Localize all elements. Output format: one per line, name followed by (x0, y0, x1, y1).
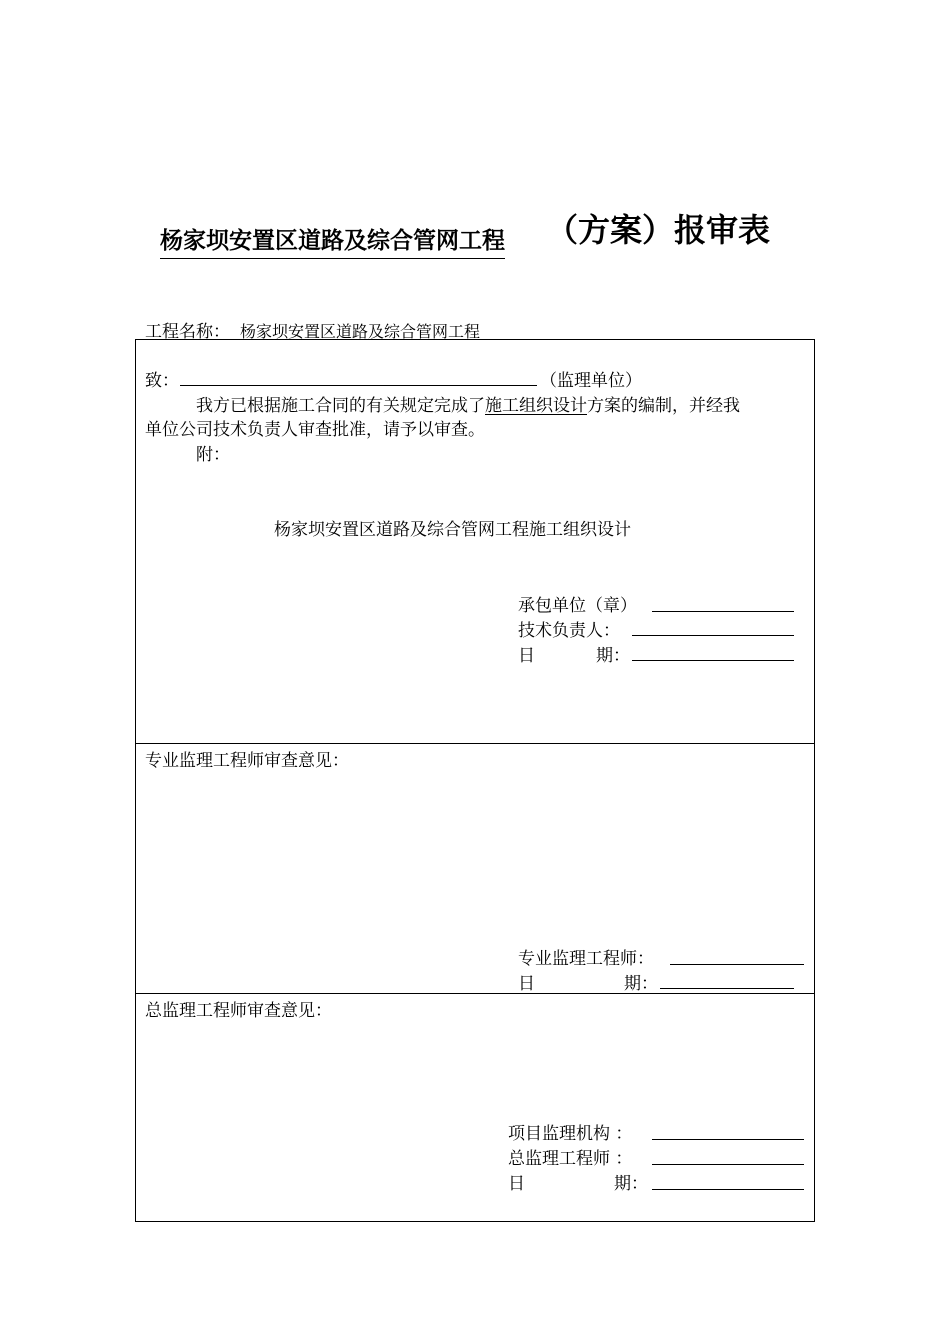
tech-lead-field[interactable] (632, 635, 794, 636)
title-suffix: （方案）报审表 (546, 211, 771, 249)
title-project-name: 杨家坝安置区道路及综合管网工程 (160, 222, 505, 259)
to-label: 致： (145, 371, 179, 391)
tech-lead-label: 技术负责人： (518, 621, 620, 641)
body-text-underlined: 施工组织设计 (485, 396, 587, 416)
body-text-line1 (196, 391, 740, 416)
project-name-label: 工程名称： (145, 322, 230, 342)
engineer-label: 专业监理工程师： (518, 949, 654, 969)
contractor-field[interactable] (652, 611, 794, 612)
org-field[interactable] (652, 1139, 804, 1140)
date-label-3-left: 日 (508, 1174, 525, 1194)
supervision-unit-label: （监理单位） (540, 371, 642, 391)
form-table (135, 339, 815, 1222)
attachment-label: 附： (196, 445, 230, 465)
section-divider-2 (135, 993, 815, 994)
date-label-1-right: 期： (596, 646, 630, 666)
supervision-unit-field[interactable] (180, 385, 537, 386)
date-label-2-left: 日 (518, 974, 535, 994)
date-label-1-left: 日 (518, 646, 535, 666)
date-label-2-right: 期： (624, 974, 658, 994)
section2-heading: 专业监理工程师审查意见： (145, 751, 349, 771)
attachment-title: 杨家坝安置区道路及综合管网工程施工组织设计 (274, 520, 631, 540)
chief-engineer-label: 总监理工程师 ： (508, 1149, 633, 1169)
date-field-2[interactable] (660, 988, 794, 989)
date-field-1[interactable] (632, 660, 794, 661)
org-label: 项目监理机构 ： (508, 1124, 633, 1144)
contractor-label: 承包单位（章） (518, 596, 637, 616)
date-label-3-right: 期： (614, 1174, 648, 1194)
section3-heading: 总监理工程师审查意见： (145, 1001, 332, 1021)
date-field-3[interactable] (652, 1189, 804, 1190)
body-text-line2: 单位公司技术负责人审查批准，请予以审查。 (145, 420, 485, 440)
engineer-field[interactable] (670, 964, 804, 965)
body-text-part2: 方案的编制，并经我 (587, 396, 740, 416)
project-name-value: 杨家坝安置区道路及综合管网工程 (240, 322, 481, 341)
chief-engineer-field[interactable] (652, 1164, 804, 1165)
body-text-part1: 我方已根据施工合同的有关规定完成了 (196, 396, 485, 416)
section-divider-1 (135, 743, 815, 744)
